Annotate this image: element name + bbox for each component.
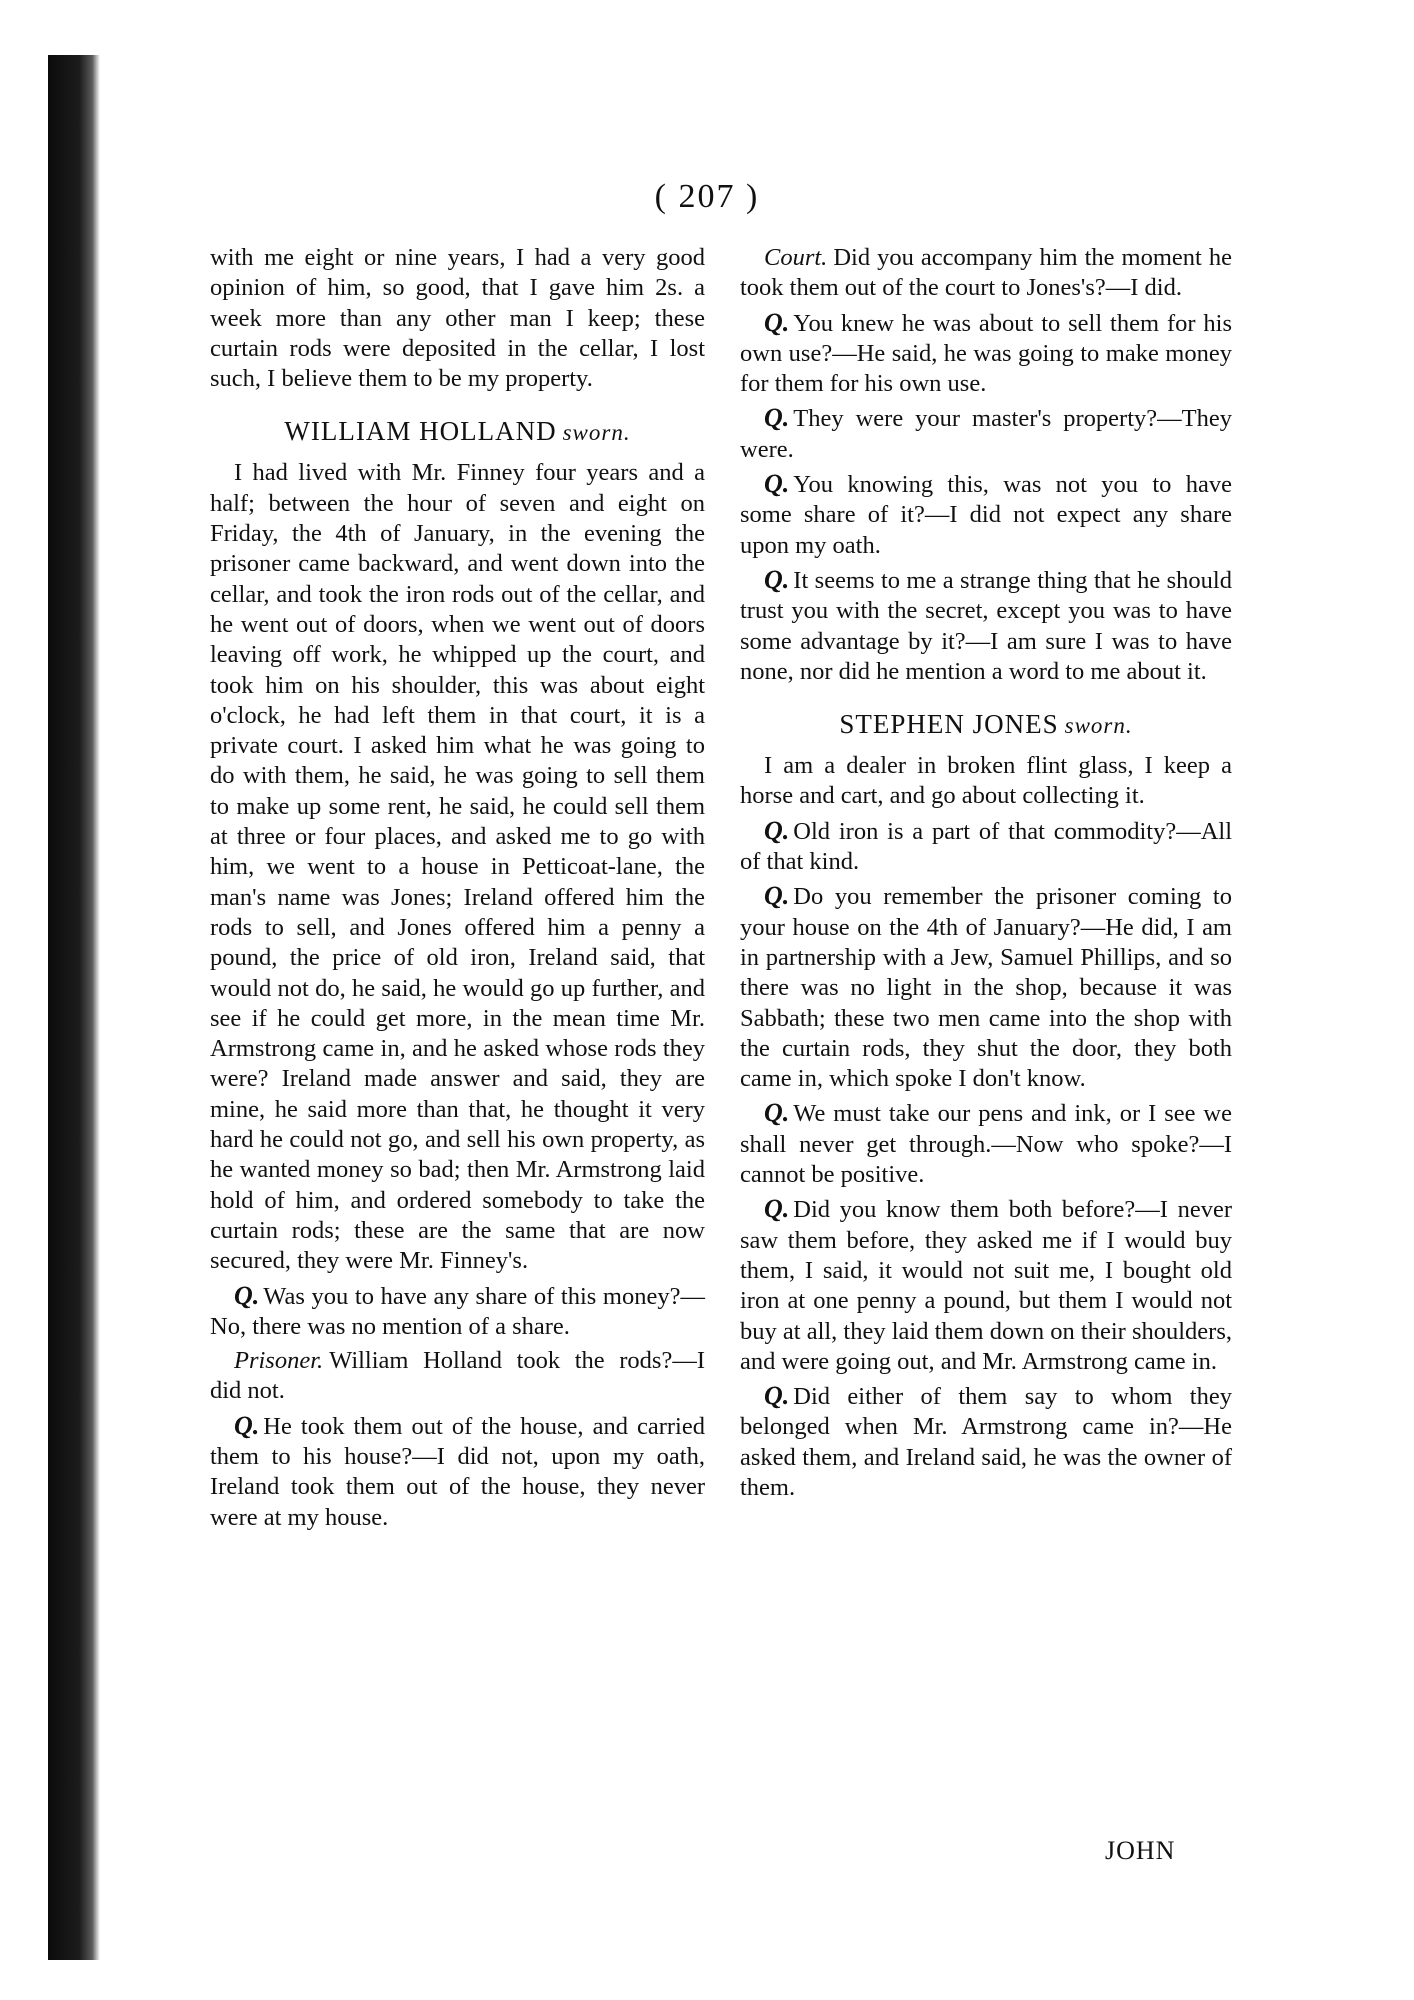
question-paragraph xyxy=(740,1098,1232,1190)
court-text: Did you accompany him the moment he took them out of the court to Jones's?—I did. xyxy=(740,244,1232,302)
question-marker: Q. xyxy=(764,469,790,499)
question-marker: Q. xyxy=(234,1280,260,1310)
question-text: It seems to me a strange thing that he should trust you with the secret, except you was to have some advantage by it?—I am sure I was to have none, nor did he mention a word to me about it. xyxy=(740,566,1232,685)
question-paragraph xyxy=(740,565,1232,687)
testimony-paragraph: I am a dealer in broken flint glass, I keep a horse and cart, and go about collecting it. xyxy=(740,752,1232,810)
court-paragraph xyxy=(740,243,1232,304)
question-marker: Q. xyxy=(234,1410,260,1440)
question-text: Do you remember the prisoner coming to your house on the 4th of January?—He did, I am in partnership with a Jew, Samuel Phillips, and so there was no light in the shop, because it was Sabbath; these two men came into the shop with the curtain rods, they shut the door, they both came in, which spoke I don't know. xyxy=(740,883,1232,1093)
witness-heading-stephen-jones xyxy=(740,707,1232,743)
witness-heading-william-holland xyxy=(210,414,705,450)
question-marker: Q. xyxy=(764,1381,790,1411)
question-paragraph xyxy=(210,1411,705,1533)
speaker-label: Prisoner. xyxy=(234,1347,324,1375)
left-column xyxy=(210,243,705,1533)
question-text: Old iron is a part of that commodity?—All of that kind. xyxy=(740,817,1232,876)
binding-gutter-shadow xyxy=(48,55,100,1960)
question-paragraph xyxy=(740,308,1232,400)
question-marker: Q. xyxy=(764,881,790,911)
question-text: We must take our pens and ink, or I see we shall never get through.—Now who spoke?—I cannot be positive. xyxy=(740,1100,1232,1189)
question-paragraph xyxy=(740,403,1232,465)
witness-name: STEPHEN JONES xyxy=(839,709,1059,740)
question-marker: Q. xyxy=(764,307,790,337)
question-paragraph xyxy=(740,1194,1232,1377)
prisoner-paragraph xyxy=(210,1346,705,1407)
question-paragraph xyxy=(740,469,1232,561)
prisoner-text: William Holland took the rods?—I did not. xyxy=(210,1347,705,1405)
question-text: They were your master's property?—They were. xyxy=(740,405,1232,463)
question-marker: Q. xyxy=(764,815,790,845)
question-marker: Q. xyxy=(764,403,790,433)
question-text: You knowing this, was not you to have some share of it?—I did not expect any share upon my oath. xyxy=(740,471,1232,559)
sworn-label: sworn. xyxy=(1064,713,1133,739)
question-text: Did you know them both before?—I never saw them before, they asked me if I would buy them, I said, it would not suit me, I bought old iron at one penny a pound, but them I would not buy at all, they laid them down on their shoulders, and were going out, and Mr. Armstrong came in. xyxy=(740,1196,1232,1375)
question-paragraph xyxy=(740,1381,1232,1503)
question-paragraph xyxy=(210,1281,705,1343)
question-paragraph xyxy=(740,881,1232,1094)
catchword: JOHN xyxy=(1105,1836,1176,1865)
page-number: ( 207 ) xyxy=(654,178,760,215)
question-text: He took them out of the house, and carried them to his house?—I did not, upon my oath, Ireland took them out of the house, they never were at my house. xyxy=(210,1412,705,1531)
question-marker: Q. xyxy=(764,564,790,594)
speaker-label: Court. xyxy=(764,244,828,271)
question-paragraph xyxy=(740,816,1232,878)
question-text: Was you to have any share of this money?—No, there was no mention of a share. xyxy=(210,1282,705,1340)
question-marker: Q. xyxy=(764,1098,790,1128)
question-marker: Q. xyxy=(764,1194,790,1224)
question-text: Did either of them say to whom they belonged when Mr. Armstrong came in?—He asked them, and Ireland said, he was the owner of them. xyxy=(740,1383,1232,1501)
witness-name: WILLIAM HOLLAND xyxy=(284,416,557,447)
sworn-label: sworn. xyxy=(562,420,631,446)
right-column xyxy=(740,243,1232,1503)
testimony-paragraph: I had lived with Mr. Finney four years and a half; between the hour of seven and eight on Friday, the 4th of January, in the evening the prisoner came backward, and went down into the cellar, and took the iron rods out of the cellar, and he went out of doors, when we went out of doors leaving off work, he whipped up the court, and took him on his shoulder, this was about eight o'clock, he had left them in that court, it is a private court. I asked him what he was going to do with them, he said, he was going to sell them to make up some rent, he said, he could sell them at three or four places, and asked me to go with him, we went to a house in Petticoat-lane, the man's name was Jones; Ireland offered him the rods to sell, and Jones offered him a penny a pound, the price of old iron, Ireland said, that would not do, he said, he would go up further, and see if he could get more, in the mean time Mr. Armstrong came in, and he asked whose rods they were? Ireland made answer and said, they are mine, he said more than that, he thought it very hard he could not go, and sell his own property, as he wanted money so bad; then Mr. Armstrong laid hold of him, and ordered somebody to take the curtain rods; these are the same that are now secured, they were Mr. Finney's. xyxy=(210,459,705,1275)
continued-testimony: with me eight or nine years, I had a very good opinion of him, so good, that I gave him 2s. a week more than any other man I keep; these curtain rods were deposited in the cellar, I lost such, I believe them to be my property. xyxy=(210,244,705,393)
question-text: You knew he was about to sell them for his own use?—He said, he was going to make money for them for his own use. xyxy=(740,309,1232,398)
